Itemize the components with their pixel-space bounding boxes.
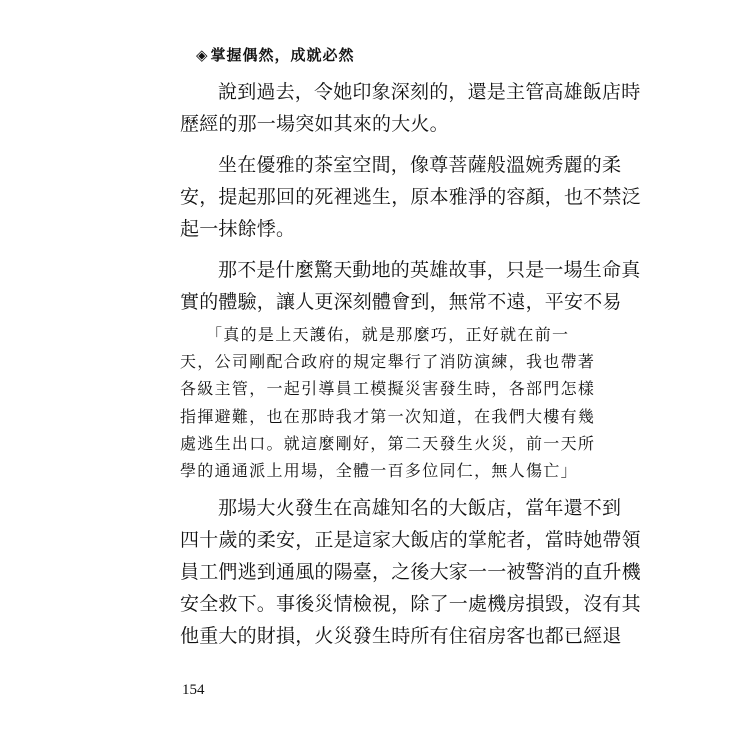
paragraph-line: 四十歲的柔安，正是這家大飯店的掌舵者，當時她帶領 [180, 529, 641, 552]
paragraph-line: 員工們逃到通風的陽臺，之後大家一一被警消的直升機 [180, 561, 641, 584]
body-text [180, 76, 641, 652]
paragraph-line: 歷經的那一場突如其來的大火。 [180, 113, 449, 135]
paragraph-line: 坐在優雅的茶室空間，像尊菩薩般溫婉秀麗的柔 [218, 154, 622, 176]
paragraph-line: 實的體驗，讓人更深刻體會到，無常不遠，平安不易 [180, 291, 622, 313]
paragraph-4 [180, 492, 641, 652]
paragraph-line: 那場大火發生在高雄知名的大飯店，當年還不到 [218, 497, 622, 520]
quote-line: 處逃生出口。就這麼剛好，第二天發生火災，前一天所 [180, 433, 596, 453]
section-heading [196, 44, 355, 65]
quoted-passage [180, 321, 596, 484]
quote-line: 各級主管，一起引導員工模擬災害發生時，各部門怎樣 [180, 379, 596, 399]
paragraph-line: 起一抹餘悸。 [180, 218, 296, 240]
quote-line: 天，公司剛配合政府的規定舉行了消防演練，我也帶著 [180, 352, 596, 372]
paragraph-line: 安全救下。事後災情檢視，除了一處機房損毀，沒有其 [180, 593, 641, 616]
paragraph-line: 他重大的財損，火災發生時所有住宿房客也都已經退 [180, 625, 622, 648]
paragraph-line: 說到過去，令她印象深刻的，還是主管高雄飯店時 [218, 81, 641, 103]
page-number: 154 [182, 682, 205, 698]
paragraph-2 [180, 149, 641, 245]
diamond-bullet-icon: ◈ [196, 46, 209, 64]
paragraph-1 [180, 76, 641, 140]
quote-line: 學的通通派上用場，全體一百多位同仁，無人傷亡」 [180, 461, 578, 481]
paragraph-3 [180, 254, 641, 318]
paragraph-line: 安，提起那回的死裡逃生，原本雅淨的容顏，也不禁泛 [180, 186, 641, 208]
paragraph-line: 那不是什麼驚天動地的英雄故事，只是一場生命真 [218, 259, 641, 281]
quote-line: 指揮避難，也在那時我才第一次知道，在我們大樓有幾 [180, 406, 596, 426]
section-heading-text: 掌握偶然，成就必然 [210, 46, 355, 64]
quote-line: 「真的是上天護佑，就是那麼巧，正好就在前一 [206, 325, 570, 344]
